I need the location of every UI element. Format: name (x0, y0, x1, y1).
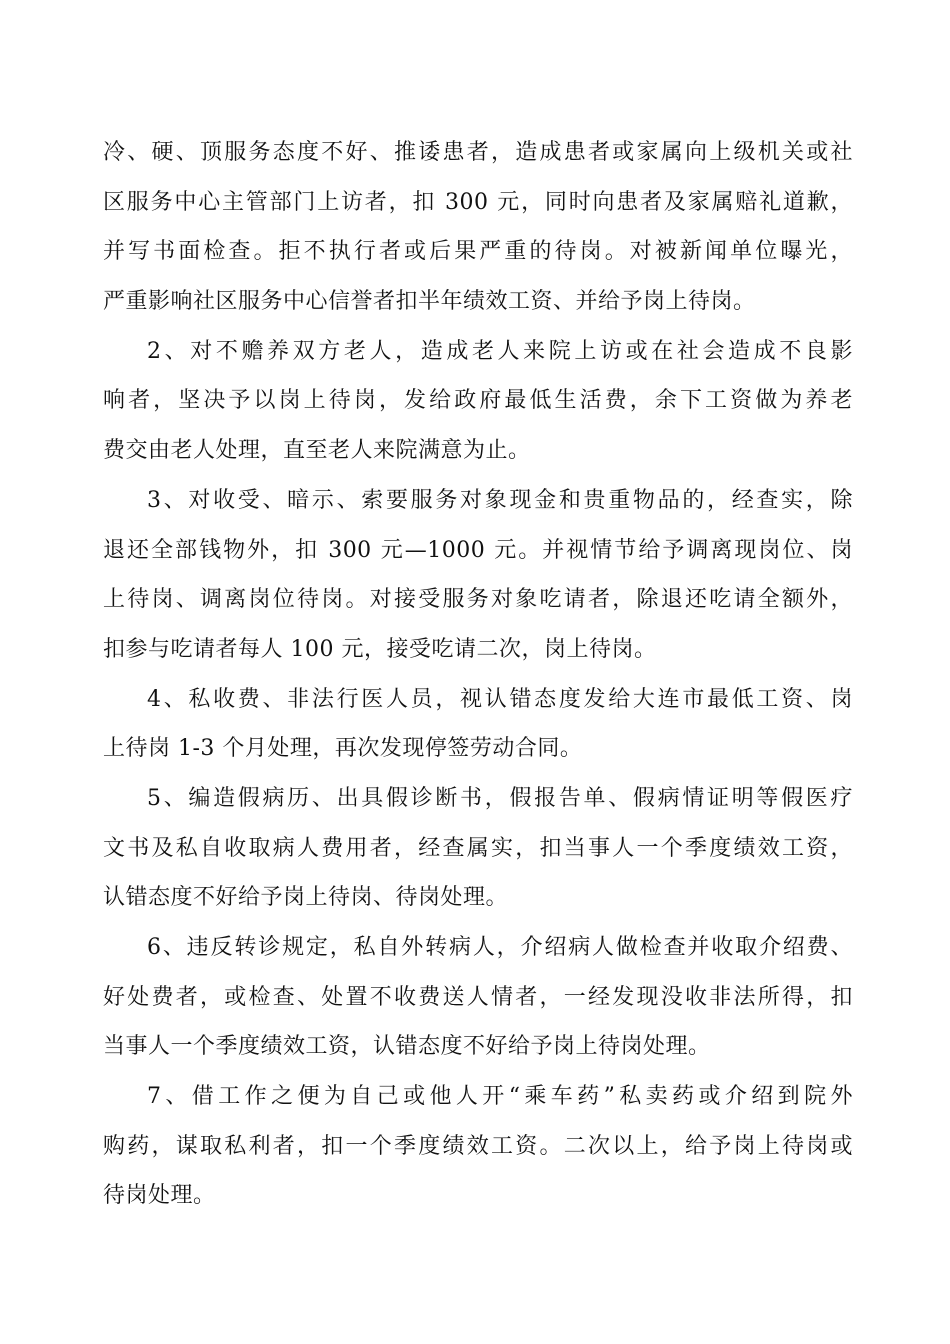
text-line: 并写书面检查。拒不执行者或后果严重的待岗。对被新闻单位曝光， (103, 239, 853, 265)
document-body (103, 128, 853, 1221)
paragraph-p6 (103, 923, 853, 1072)
paragraph-p4 (103, 675, 853, 774)
text-line: 扣参与吃请者每人 100 元，接受吃请二次，岗上待岗。 (103, 636, 657, 662)
paragraph-p0 (103, 128, 853, 327)
text-line: 好处费者，或检查、处置不收费送人情者，一经发现没收非法所得，扣 (103, 984, 853, 1010)
paragraph-p3 (103, 476, 853, 675)
text-line: 6、违反转诊规定，私自外转病人，介绍病人做检查并收取介绍费、 (147, 935, 853, 960)
text-line: 3、对收受、暗示、索要服务对象现金和贵重物品的，经查实，除 (147, 487, 853, 513)
text-line: 上待岗 1-3 个月处理，再次发现停签劳动合同。 (103, 736, 583, 762)
text-line: 文书及私自收取病人费用者，经查属实，扣当事人一个季度绩效工资， (103, 835, 853, 861)
text-line: 区服务中心主管部门上访者，扣 300 元，同时向患者及家属赔礼道歉， (103, 189, 853, 215)
text-line: 2、对不赡养双方老人，造成老人来院上访或在社会造成不良影 (147, 338, 853, 364)
text-line: 4、私收费、非法行医人员，视认错态度发给大连市最低工资、岗 (147, 686, 853, 712)
text-line: 待岗处理。 (103, 1183, 216, 1209)
paragraph-p2 (103, 327, 853, 476)
paragraph-p5 (103, 774, 853, 923)
text-line: 费交由老人处理，直至老人来院满意为止。 (103, 438, 531, 464)
text-line: 严重影响社区服务中心信誉者扣半年绩效工资、并给予岗上待岗。 (103, 289, 756, 315)
text-line: 当事人一个季度绩效工资，认错态度不好给予岗上待岗处理。 (103, 1034, 711, 1060)
text-line: 响者，坚决予以岗上待岗，发给政府最低生活费，余下工资做为养老 (103, 388, 853, 414)
paragraph-p7 (103, 1072, 853, 1221)
text-line: 上待岗、调离岗位待岗。对接受服务对象吃请者，除退还吃请全额外， (103, 587, 853, 613)
text-line: 7、借工作之便为自己或他人开“乘车药”私卖药或介绍到院外 (147, 1084, 853, 1110)
text-line: 认错态度不好给予岗上待岗、待岗处理。 (103, 885, 509, 911)
text-line: 退还全部钱物外，扣 300 元—1000 元。并视情节给予调离现岗位、岗 (103, 537, 853, 563)
text-line: 5、编造假病历、出具假诊断书，假报告单、假病情证明等假医疗 (147, 785, 853, 811)
text-line: 购药，谋取私利者，扣一个季度绩效工资。二次以上，给予岗上待岗或 (103, 1133, 853, 1159)
text-line: 冷、硬、顶服务态度不好、推诿患者，造成患者或家属向上级机关或社 (103, 140, 853, 165)
